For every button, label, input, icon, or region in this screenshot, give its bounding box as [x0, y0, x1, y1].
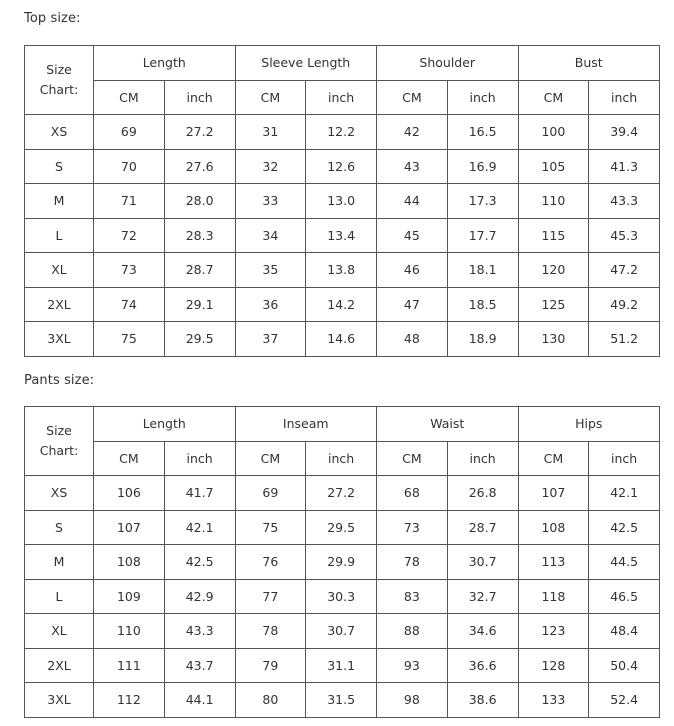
unit-header-cell: CM — [377, 80, 448, 115]
measurement-cell: 47 — [377, 287, 448, 322]
measurement-cell: 44 — [377, 184, 448, 219]
measurement-cell: 69 — [235, 476, 306, 511]
measurement-cell: 27.2 — [306, 476, 377, 511]
measurement-cell: 31.1 — [306, 648, 377, 683]
table-row — [25, 322, 660, 357]
top-group-header-row — [25, 46, 660, 81]
measurement-cell: 77 — [235, 579, 306, 614]
measurement-cell: 13.0 — [306, 184, 377, 219]
measurement-cell: 30.3 — [306, 579, 377, 614]
measurement-cell: 41.7 — [164, 476, 235, 511]
table-row — [25, 614, 660, 649]
measurement-cell: 72 — [94, 218, 165, 253]
measurement-cell: 43.7 — [164, 648, 235, 683]
size-cell: XS — [25, 476, 94, 511]
measurement-cell: 98 — [377, 683, 448, 718]
measurement-cell: 120 — [518, 253, 589, 288]
measurement-cell: 12.6 — [306, 149, 377, 184]
table-row — [25, 184, 660, 219]
measurement-cell: 78 — [235, 614, 306, 649]
measurement-cell: 51.2 — [589, 322, 660, 357]
measurement-cell: 43.3 — [164, 614, 235, 649]
measurement-cell: 46 — [377, 253, 448, 288]
measurement-cell: 28.3 — [164, 218, 235, 253]
measurement-cell: 78 — [377, 545, 448, 580]
measurement-cell: 52.4 — [589, 683, 660, 718]
size-chart-label-line1: Size — [46, 62, 72, 77]
measurement-cell: 16.9 — [447, 149, 518, 184]
measurement-cell: 106 — [94, 476, 165, 511]
measurement-cell: 27.2 — [164, 115, 235, 150]
measurement-cell: 42.9 — [164, 579, 235, 614]
measurement-cell: 32.7 — [447, 579, 518, 614]
unit-header-cell: CM — [235, 441, 306, 476]
table-row — [25, 149, 660, 184]
size-cell: 2XL — [25, 287, 94, 322]
size-chart-label-line2: Chart: — [39, 82, 79, 97]
table-row — [25, 476, 660, 511]
measurement-cell: 73 — [377, 510, 448, 545]
measurement-cell: 130 — [518, 322, 589, 357]
size-chart-label-line1: Size — [46, 423, 72, 438]
measurement-cell: 107 — [94, 510, 165, 545]
size-chart-label-line2: Chart: — [39, 443, 79, 458]
measurement-cell: 109 — [94, 579, 165, 614]
size-cell: XL — [25, 253, 94, 288]
unit-header-cell: CM — [94, 80, 165, 115]
size-cell: XS — [25, 115, 94, 150]
measurement-cell: 44.1 — [164, 683, 235, 718]
table-row — [25, 579, 660, 614]
unit-header-cell: inch — [306, 441, 377, 476]
measurement-cell: 36 — [235, 287, 306, 322]
measurement-cell: 29.9 — [306, 545, 377, 580]
measurement-cell: 29.1 — [164, 287, 235, 322]
size-cell: 2XL — [25, 648, 94, 683]
group-header-waist: Waist — [377, 407, 519, 442]
measurement-cell: 28.7 — [447, 510, 518, 545]
measurement-cell: 75 — [94, 322, 165, 357]
measurement-cell: 31 — [235, 115, 306, 150]
group-header-length: Length — [94, 407, 236, 442]
measurement-cell: 75 — [235, 510, 306, 545]
measurement-cell: 42.5 — [164, 545, 235, 580]
measurement-cell: 28.0 — [164, 184, 235, 219]
top-size-title: Top size: — [24, 11, 81, 26]
table-row — [25, 545, 660, 580]
measurement-cell: 28.7 — [164, 253, 235, 288]
measurement-cell: 41.3 — [589, 149, 660, 184]
measurement-cell: 45 — [377, 218, 448, 253]
measurement-cell: 83 — [377, 579, 448, 614]
top-table-body — [25, 115, 660, 357]
unit-header-cell: inch — [589, 80, 660, 115]
unit-header-cell: inch — [164, 80, 235, 115]
unit-header-cell: inch — [306, 80, 377, 115]
measurement-cell: 128 — [518, 648, 589, 683]
unit-header-cell: inch — [164, 441, 235, 476]
measurement-cell: 29.5 — [164, 322, 235, 357]
group-header-inseam: Inseam — [235, 407, 377, 442]
measurement-cell: 48 — [377, 322, 448, 357]
measurement-cell: 18.5 — [447, 287, 518, 322]
measurement-cell: 39.4 — [589, 115, 660, 150]
measurement-cell: 118 — [518, 579, 589, 614]
measurement-cell: 17.3 — [447, 184, 518, 219]
measurement-cell: 71 — [94, 184, 165, 219]
size-cell: 3XL — [25, 322, 94, 357]
measurement-cell: 113 — [518, 545, 589, 580]
measurement-cell: 79 — [235, 648, 306, 683]
measurement-cell: 43.3 — [589, 184, 660, 219]
group-header-length: Length — [94, 46, 236, 81]
table-row — [25, 253, 660, 288]
unit-header-cell: CM — [518, 80, 589, 115]
unit-header-cell: CM — [235, 80, 306, 115]
measurement-cell: 36.6 — [447, 648, 518, 683]
measurement-cell: 14.6 — [306, 322, 377, 357]
pants-size-table — [24, 406, 660, 718]
table-row — [25, 510, 660, 545]
measurement-cell: 16.5 — [447, 115, 518, 150]
size-cell: M — [25, 545, 94, 580]
size-cell: 3XL — [25, 683, 94, 718]
group-header-hips: Hips — [518, 407, 660, 442]
measurement-cell: 27.6 — [164, 149, 235, 184]
top-unit-header-row — [25, 80, 660, 115]
measurement-cell: 68 — [377, 476, 448, 511]
measurement-cell: 49.2 — [589, 287, 660, 322]
measurement-cell: 12.2 — [306, 115, 377, 150]
measurement-cell: 26.8 — [447, 476, 518, 511]
measurement-cell: 45.3 — [589, 218, 660, 253]
measurement-cell: 110 — [94, 614, 165, 649]
measurement-cell: 108 — [518, 510, 589, 545]
measurement-cell: 38.6 — [447, 683, 518, 718]
measurement-cell: 42.1 — [164, 510, 235, 545]
measurement-cell: 74 — [94, 287, 165, 322]
group-header-bust: Bust — [518, 46, 660, 81]
size-cell: M — [25, 184, 94, 219]
measurement-cell: 14.2 — [306, 287, 377, 322]
measurement-cell: 107 — [518, 476, 589, 511]
measurement-cell: 31.5 — [306, 683, 377, 718]
unit-header-cell: CM — [518, 441, 589, 476]
measurement-cell: 100 — [518, 115, 589, 150]
group-header-sleeve-length: Sleeve Length — [235, 46, 377, 81]
measurement-cell: 34.6 — [447, 614, 518, 649]
measurement-cell: 115 — [518, 218, 589, 253]
group-header-shoulder: Shoulder — [377, 46, 519, 81]
measurement-cell: 47.2 — [589, 253, 660, 288]
measurement-cell: 30.7 — [306, 614, 377, 649]
pants-unit-header-row — [25, 441, 660, 476]
measurement-cell: 105 — [518, 149, 589, 184]
measurement-cell: 73 — [94, 253, 165, 288]
measurement-cell: 80 — [235, 683, 306, 718]
top-size-table — [24, 45, 660, 357]
measurement-cell: 29.5 — [306, 510, 377, 545]
table-row — [25, 287, 660, 322]
measurement-cell: 13.4 — [306, 218, 377, 253]
measurement-cell: 42 — [377, 115, 448, 150]
pants-table-body — [25, 476, 660, 718]
measurement-cell: 33 — [235, 184, 306, 219]
size-cell: S — [25, 510, 94, 545]
measurement-cell: 30.7 — [447, 545, 518, 580]
size-cell: XL — [25, 614, 94, 649]
measurement-cell: 17.7 — [447, 218, 518, 253]
pants-size-title: Pants size: — [24, 373, 95, 388]
table-row — [25, 683, 660, 718]
measurement-cell: 70 — [94, 149, 165, 184]
size-cell: S — [25, 149, 94, 184]
measurement-cell: 112 — [94, 683, 165, 718]
measurement-cell: 108 — [94, 545, 165, 580]
table-row — [25, 218, 660, 253]
unit-header-cell: inch — [589, 441, 660, 476]
measurement-cell: 42.1 — [589, 476, 660, 511]
measurement-cell: 42.5 — [589, 510, 660, 545]
measurement-cell: 37 — [235, 322, 306, 357]
measurement-cell: 88 — [377, 614, 448, 649]
measurement-cell: 69 — [94, 115, 165, 150]
measurement-cell: 48.4 — [589, 614, 660, 649]
unit-header-cell: inch — [447, 441, 518, 476]
size-cell: L — [25, 218, 94, 253]
measurement-cell: 34 — [235, 218, 306, 253]
measurement-cell: 111 — [94, 648, 165, 683]
measurement-cell: 125 — [518, 287, 589, 322]
measurement-cell: 35 — [235, 253, 306, 288]
measurement-cell: 110 — [518, 184, 589, 219]
size-cell: L — [25, 579, 94, 614]
measurement-cell: 76 — [235, 545, 306, 580]
measurement-cell: 44.5 — [589, 545, 660, 580]
measurement-cell: 50.4 — [589, 648, 660, 683]
measurement-cell: 32 — [235, 149, 306, 184]
unit-header-cell: CM — [94, 441, 165, 476]
measurement-cell: 46.5 — [589, 579, 660, 614]
table-row — [25, 115, 660, 150]
unit-header-cell: inch — [447, 80, 518, 115]
table-row — [25, 648, 660, 683]
measurement-cell: 123 — [518, 614, 589, 649]
measurement-cell: 43 — [377, 149, 448, 184]
size-chart-label — [25, 407, 94, 476]
unit-header-cell: CM — [377, 441, 448, 476]
pants-group-header-row — [25, 407, 660, 442]
measurement-cell: 18.9 — [447, 322, 518, 357]
size-chart-label — [25, 46, 94, 115]
measurement-cell: 133 — [518, 683, 589, 718]
measurement-cell: 18.1 — [447, 253, 518, 288]
measurement-cell: 93 — [377, 648, 448, 683]
measurement-cell: 13.8 — [306, 253, 377, 288]
